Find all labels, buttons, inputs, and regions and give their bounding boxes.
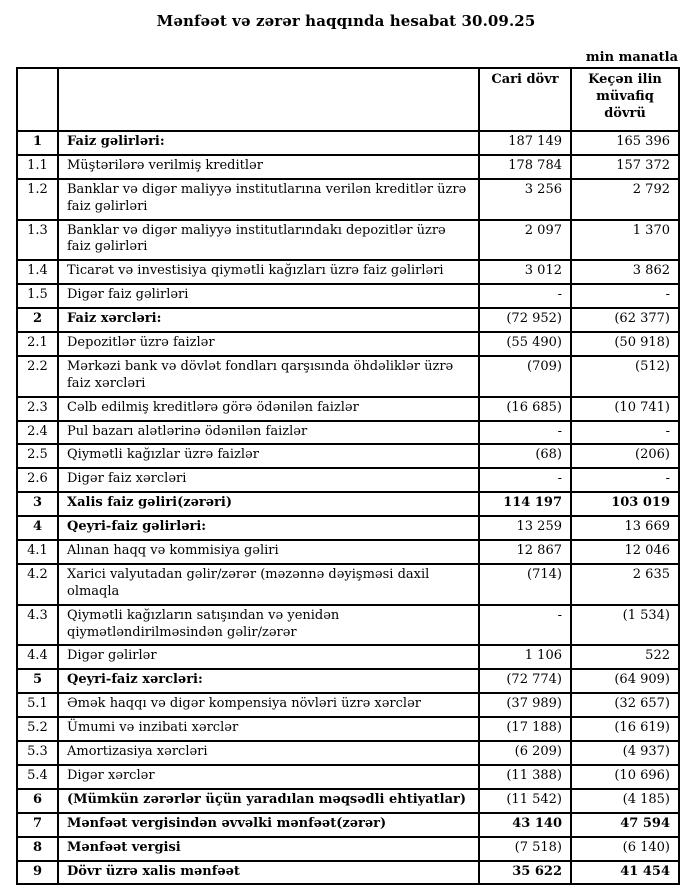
- row-label: Xarici valyutadan gəlir/zərər (məzənnə dəyişməsi daxil olmaqla: [58, 564, 479, 605]
- current-period-value: 3 256: [479, 179, 571, 220]
- row-label: Depozitlər üzrə faizlər: [58, 332, 479, 356]
- row-number: 2.5: [17, 444, 58, 468]
- row-number: 2.1: [17, 332, 58, 356]
- row-number: 9: [17, 861, 58, 885]
- row-number: 1.2: [17, 179, 58, 220]
- current-period-value: (709): [479, 356, 571, 397]
- current-period-value: 12 867: [479, 540, 571, 564]
- current-period-value: (17 188): [479, 717, 571, 741]
- table-row: [17, 179, 679, 220]
- row-number: 1.5: [17, 284, 58, 308]
- row-number: 4: [17, 516, 58, 540]
- row-label: Əmək haqqı və digər kompensiya növləri üzrə xərclər: [58, 693, 479, 717]
- table-header: [17, 68, 679, 131]
- row-number: 4.1: [17, 540, 58, 564]
- row-label: Qeyri-faiz gəlirləri:: [58, 516, 479, 540]
- row-number: 5.1: [17, 693, 58, 717]
- row-label: Banklar və digər maliyyə institutlarındakı depozitlər üzrə faiz gəlirləri: [58, 220, 479, 261]
- current-period-value: 2 097: [479, 220, 571, 261]
- column-header-number: [17, 68, 58, 131]
- row-number: 5.2: [17, 717, 58, 741]
- table-row: [17, 861, 679, 885]
- row-label: Faiz gəlirləri:: [58, 131, 479, 155]
- row-number: 1.4: [17, 260, 58, 284]
- current-period-value: (11 542): [479, 789, 571, 813]
- row-label: Ticarət və investisiya qiymətli kağızları üzrə faiz gəlirləri: [58, 260, 479, 284]
- row-label: Ümumi və inzibati xərclər: [58, 717, 479, 741]
- current-period-value: 114 197: [479, 492, 571, 516]
- table-row: [17, 516, 679, 540]
- table-row: [17, 260, 679, 284]
- current-period-value: 178 784: [479, 155, 571, 179]
- current-period-value: (37 989): [479, 693, 571, 717]
- row-label: Qiymətli kağızların satışından və yenidən qiymətləndirilməsindən gəlir/zərər: [58, 605, 479, 646]
- table-row: [17, 444, 679, 468]
- table-row: [17, 564, 679, 605]
- row-number: 5: [17, 669, 58, 693]
- row-label: Xalis faiz gəliri(zərəri): [58, 492, 479, 516]
- table-row: [17, 356, 679, 397]
- unit-note: min manatla: [585, 50, 678, 65]
- previous-period-value: 47 594: [571, 813, 679, 837]
- table-row: [17, 717, 679, 741]
- table-row: [17, 492, 679, 516]
- current-period-value: (72 774): [479, 669, 571, 693]
- row-number: 2.2: [17, 356, 58, 397]
- table-row: [17, 332, 679, 356]
- current-period-value: 13 259: [479, 516, 571, 540]
- row-number: 2.4: [17, 421, 58, 445]
- table-row: [17, 284, 679, 308]
- previous-period-value: (6 140): [571, 837, 679, 861]
- table-row: [17, 645, 679, 669]
- report-table-body: [17, 131, 679, 884]
- page-title: Mənfəət və zərər haqqında hesabat 30.09.25: [156, 12, 536, 30]
- table-row: [17, 540, 679, 564]
- row-label: Amortizasiya xərcləri: [58, 741, 479, 765]
- previous-period-value: (50 918): [571, 332, 679, 356]
- current-period-value: 187 149: [479, 131, 571, 155]
- previous-period-value: 41 454: [571, 861, 679, 885]
- previous-period-value: (10 741): [571, 397, 679, 421]
- table-row: [17, 789, 679, 813]
- column-header-current-period: Cari dövr: [479, 68, 571, 131]
- table-row: [17, 669, 679, 693]
- table-row: [17, 308, 679, 332]
- row-number: 5.3: [17, 741, 58, 765]
- table-row: [17, 813, 679, 837]
- previous-period-value: 165 396: [571, 131, 679, 155]
- previous-period-value: (512): [571, 356, 679, 397]
- table-header-row: [17, 68, 679, 131]
- row-number: 1.3: [17, 220, 58, 261]
- current-period-value: -: [479, 284, 571, 308]
- previous-period-value: (62 377): [571, 308, 679, 332]
- previous-period-value: (1 534): [571, 605, 679, 646]
- previous-period-value: 522: [571, 645, 679, 669]
- row-number: 3: [17, 492, 58, 516]
- report-table: [16, 67, 680, 885]
- previous-period-value: -: [571, 284, 679, 308]
- row-label: Cəlb edilmiş kreditlərə görə ödənilən faizlər: [58, 397, 479, 421]
- row-label: Digər faiz xərcləri: [58, 468, 479, 492]
- row-label: Mənfəət vergisindən əvvəlki mənfəət(zərər): [58, 813, 479, 837]
- current-period-value: 3 012: [479, 260, 571, 284]
- previous-period-value: 2 792: [571, 179, 679, 220]
- row-label: Mərkəzi bank və dövlət fondları qarşısında öhdəliklər üzrə faiz xərcləri: [58, 356, 479, 397]
- row-label: Müştərilərə verilmiş kreditlər: [58, 155, 479, 179]
- row-label: Digər faiz gəlirləri: [58, 284, 479, 308]
- previous-period-value: 12 046: [571, 540, 679, 564]
- current-period-value: 43 140: [479, 813, 571, 837]
- previous-period-value: 1 370: [571, 220, 679, 261]
- table-row: [17, 765, 679, 789]
- current-period-value: 1 106: [479, 645, 571, 669]
- previous-period-value: 13 669: [571, 516, 679, 540]
- table-row: [17, 397, 679, 421]
- previous-period-value: -: [571, 421, 679, 445]
- row-label: Mənfəət vergisi: [58, 837, 479, 861]
- row-label: Dövr üzrə xalis mənfəət: [58, 861, 479, 885]
- table-row: [17, 468, 679, 492]
- current-period-value: (72 952): [479, 308, 571, 332]
- previous-period-value: (64 909): [571, 669, 679, 693]
- current-period-value: (714): [479, 564, 571, 605]
- previous-period-value: (32 657): [571, 693, 679, 717]
- row-label: Faiz xərcləri:: [58, 308, 479, 332]
- column-header-previous-period: Keçən ilin müvafiq dövrü: [571, 68, 679, 131]
- previous-period-value: (4 937): [571, 741, 679, 765]
- table-row: [17, 605, 679, 646]
- current-period-value: (55 490): [479, 332, 571, 356]
- previous-period-value: (16 619): [571, 717, 679, 741]
- previous-period-value: (10 696): [571, 765, 679, 789]
- table-row: [17, 421, 679, 445]
- previous-period-value: 157 372: [571, 155, 679, 179]
- current-period-value: (7 518): [479, 837, 571, 861]
- row-number: 5.4: [17, 765, 58, 789]
- current-period-value: (11 388): [479, 765, 571, 789]
- row-number: 4.4: [17, 645, 58, 669]
- row-number: 6: [17, 789, 58, 813]
- row-label: Pul bazarı alətlərinə ödənilən faizlər: [58, 421, 479, 445]
- current-period-value: (16 685): [479, 397, 571, 421]
- table-row: [17, 155, 679, 179]
- row-number: 2.6: [17, 468, 58, 492]
- row-number: 4.2: [17, 564, 58, 605]
- row-label: Digər gəlirlər: [58, 645, 479, 669]
- table-row: [17, 741, 679, 765]
- current-period-value: -: [479, 605, 571, 646]
- column-header-label: [58, 68, 479, 131]
- row-number: 2.3: [17, 397, 58, 421]
- row-label: Qeyri-faiz xərcləri:: [58, 669, 479, 693]
- previous-period-value: 3 862: [571, 260, 679, 284]
- row-number: 8: [17, 837, 58, 861]
- table-row: [17, 693, 679, 717]
- previous-period-value: (206): [571, 444, 679, 468]
- row-number: 1.1: [17, 155, 58, 179]
- previous-period-value: -: [571, 468, 679, 492]
- row-label: Banklar və digər maliyyə institutlarına verilən kreditlər üzrə faiz gəlirləri: [58, 179, 479, 220]
- current-period-value: 35 622: [479, 861, 571, 885]
- current-period-value: (68): [479, 444, 571, 468]
- row-label: (Mümkün zərərlər üçün yaradılan məqsədli ehtiyatlar): [58, 789, 479, 813]
- row-number: 2: [17, 308, 58, 332]
- previous-period-value: (4 185): [571, 789, 679, 813]
- table-row: [17, 837, 679, 861]
- previous-period-value: 103 019: [571, 492, 679, 516]
- row-number: 7: [17, 813, 58, 837]
- table-row: [17, 220, 679, 261]
- row-label: Digər xərclər: [58, 765, 479, 789]
- row-label: Alınan haqq və kommisiya gəliri: [58, 540, 479, 564]
- previous-period-value: 2 635: [571, 564, 679, 605]
- current-period-value: -: [479, 468, 571, 492]
- table-row: [17, 131, 679, 155]
- row-label: Qiymətli kağızlar üzrə faizlər: [58, 444, 479, 468]
- current-period-value: -: [479, 421, 571, 445]
- row-number: 4.3: [17, 605, 58, 646]
- row-number: 1: [17, 131, 58, 155]
- current-period-value: (6 209): [479, 741, 571, 765]
